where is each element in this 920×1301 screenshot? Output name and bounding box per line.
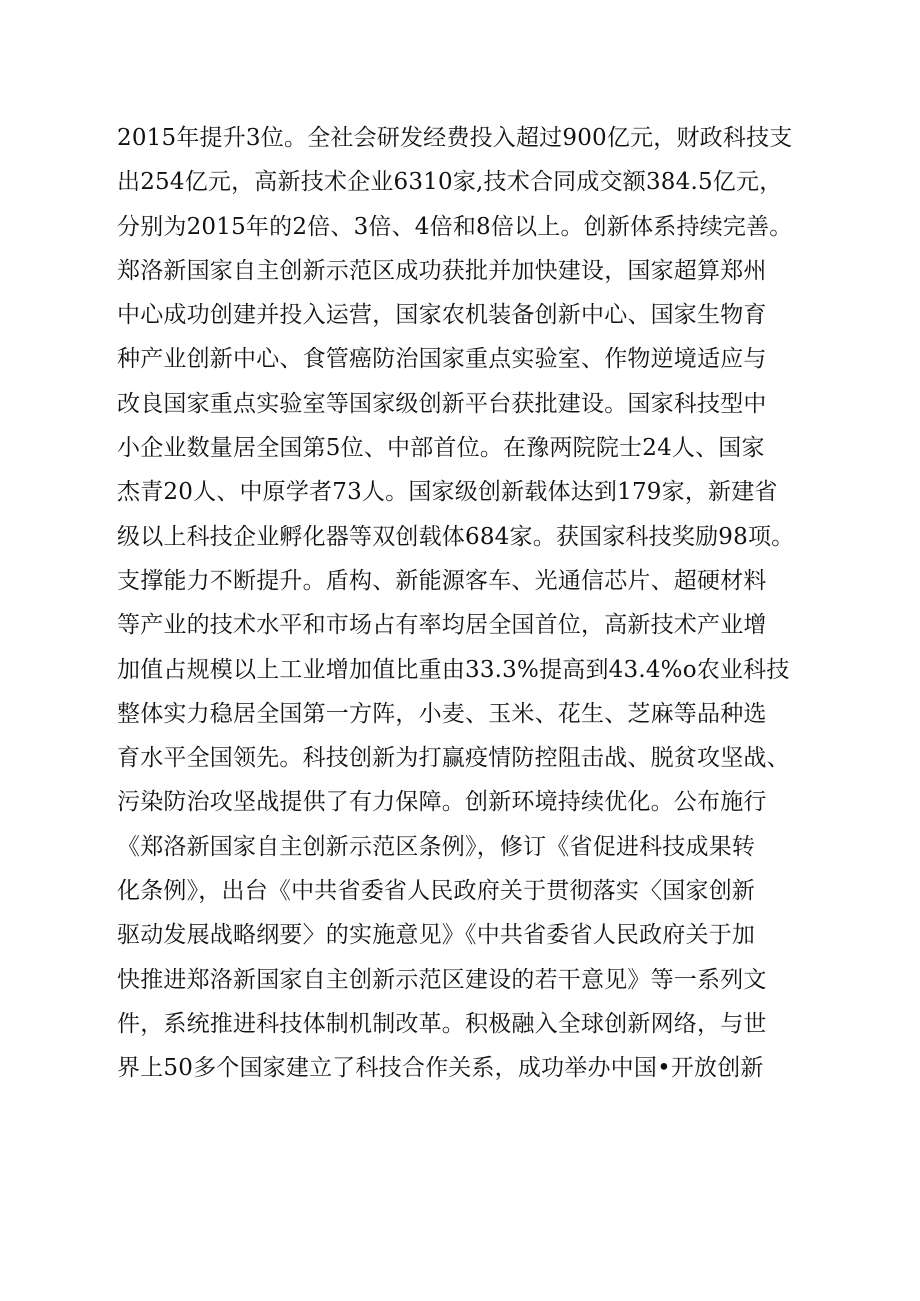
text-line: 级以上科技企业孵化器等双创载体684家。获国家科技奖励98项。	[117, 523, 795, 550]
text-line: 种产业创新中心、食管癌防治国家重点实验室、作物逆境适应与	[117, 346, 767, 373]
text-line: 改良国家重点实验室等国家级创新平台获批建设。国家科技型中	[117, 390, 767, 417]
text-line: 杰青20人、中原学者73人。国家级创新载体达到179家，新建省	[117, 479, 778, 506]
text-line: 郑洛新国家自主创新示范区成功获批并加快建设，国家超算郑州	[117, 257, 767, 284]
text-line: 支撑能力不断提升。盾构、新能源客车、光通信芯片、超硬材料	[117, 567, 767, 594]
text-line: 《郑洛新国家自主创新示范区条例》，修订《省促进科技成果转	[117, 833, 756, 860]
text-line: 加值占规模以上工业增加值比重由33.3%提高到43.4%o农业科技	[117, 656, 790, 683]
text-line: 驱动发展战略纲要〉的实施意见》《中共省委省人民政府关于加	[117, 922, 756, 949]
text-line: 化条例》，出台《中共省委省人民政府关于贯彻落实〈国家创新	[117, 878, 756, 905]
text-line: 界上50多个国家建立了科技合作关系，成功举办中国•开放创新	[117, 1055, 764, 1082]
text-line: 中心成功创建并投入运营，国家农机装备创新中心、国家生物育	[117, 302, 767, 329]
text-line: 整体实力稳居全国第一方阵，小麦、玉米、花生、芝麻等品种选	[117, 700, 767, 727]
body-text	[117, 116, 807, 1091]
text-line: 育水平全国领先。科技创新为打赢疫情防控阻击战、脱贫攻坚战、	[117, 745, 790, 772]
text-line: 件，系统推进科技体制机制改革。积极融入全球创新网络，与世	[117, 1010, 767, 1037]
text-line: 污染防治攻坚战提供了有力保障。创新环境持续优化。公布施行	[117, 789, 767, 816]
text-line: 分别为2015年的2倍、3倍、4倍和8倍以上。创新体系持续完善。	[117, 213, 793, 240]
text-line: 出254亿元，高新技术企业6310家,技术合同成交额384.5亿元，	[117, 169, 783, 196]
text-line: 快推进郑洛新国家自主创新示范区建设的若干意见》等一系列文	[117, 966, 767, 993]
text-line: 2015年提升3位。全社会研发经费投入超过900亿元，财政科技支	[117, 125, 793, 151]
text-line: 小企业数量居全国第5位、中部首位。在豫两院院士24人、国家	[117, 435, 765, 462]
text-line: 等产业的技术水平和市场占有率均居全国首位，高新技术产业增	[117, 612, 767, 639]
